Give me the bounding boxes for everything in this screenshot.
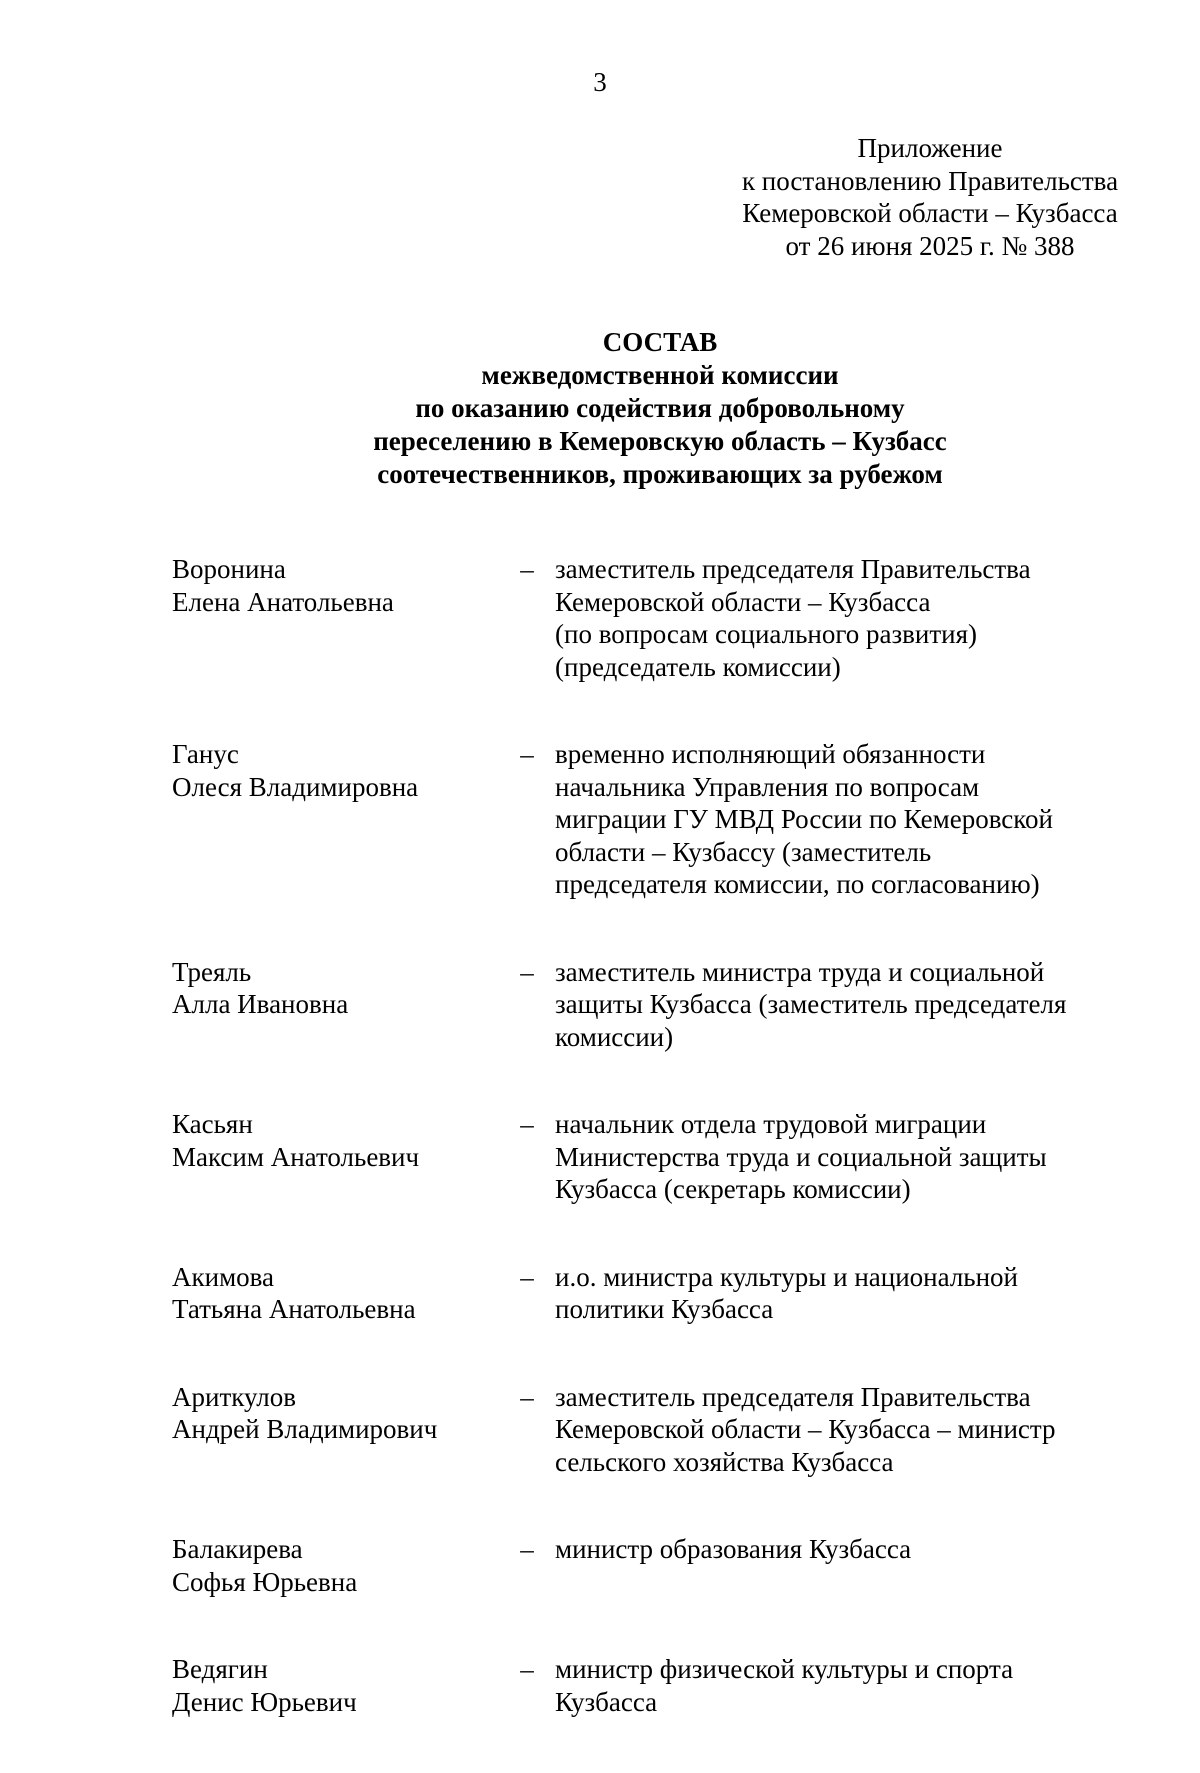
member-surname: Треяль [172,956,252,987]
document-title [260,326,1060,491]
member-role-line: заместитель председателя Правительства [555,554,1031,584]
member-surname: Балакирева [172,1534,303,1564]
member-role-line: Кузбасса (секретарь комиссии) [555,1174,911,1204]
member-role-line: заместитель министра труда и социальной [555,956,1045,987]
member-name [172,553,502,618]
member-name [172,1108,502,1173]
member-role-line: миграции ГУ МВД России по Кемеровской [555,804,1053,834]
member-entry [172,1108,1132,1206]
appendix-line: от 26 июня 2025 г. № 388 [785,230,1075,261]
member-name [172,738,502,803]
appendix-line: Кемеровской области – Кузбасса [742,198,1118,228]
title-line: по оказанию содействия добровольному [415,393,905,423]
member-role-line: комиссии) [555,1021,674,1052]
title-line: переселению в Кемеровскую область – Кузбасс [373,426,947,456]
member-dash: – [520,1654,534,1684]
member-entry [172,956,1132,1054]
member-role [555,1261,1125,1326]
member-dash: – [520,554,534,584]
member-role-line: и.о. министра культуры и национальной [555,1261,1019,1292]
member-surname: Ариткулов [172,1381,297,1412]
member-role-line: защиты Кузбасса (заместитель председателя [555,989,1067,1019]
member-entry [172,1381,1132,1479]
member-role-line: временно исполняющий обязанности [555,739,986,769]
member-surname: Ганус [172,739,239,769]
member-role [555,956,1125,1054]
member-dash: – [520,1261,534,1292]
member-given-names: Олеся Владимировна [172,771,419,802]
member-surname: Касьян [172,1109,253,1139]
member-name [172,1381,502,1446]
member-dash: – [520,739,534,769]
member-role [555,738,1125,901]
appendix-line: Приложение [857,133,1003,163]
title-line: межведомственной комиссии [481,360,839,390]
member-entry [172,1261,1132,1326]
title-line: соотечественников, проживающих за рубежом [377,459,943,489]
member-role-line: Министерства труда и социальной защиты [555,1141,1047,1172]
member-surname: Ведягин [172,1654,268,1684]
member-dash: – [520,1534,534,1564]
member-dash: – [520,1381,534,1412]
member-role-line: министр образования Кузбасса [555,1534,912,1564]
page-number: 3 [593,67,607,97]
member-given-names: Максим Анатольевич [172,1141,420,1172]
member-given-names: Татьяна Анатольевна [172,1294,416,1324]
member-entry [172,738,1132,901]
member-role [555,1653,1125,1718]
appendix-line: к постановлению Правительства [741,165,1119,196]
member-role-line: (председатель комиссии) [555,651,841,682]
member-given-names: Денис Юрьевич [172,1686,357,1717]
member-dash: – [520,1109,534,1139]
member-role-line: Кемеровской области – Кузбасса [555,586,931,617]
member-role-line: начальника Управления по вопросам [555,771,980,802]
member-surname: Воронина [172,554,286,584]
member-role [555,1108,1125,1206]
member-entry [172,553,1132,683]
member-role-line: начальник отдела трудовой миграции [555,1109,987,1139]
member-role-line: политики Кузбасса [555,1294,774,1324]
member-name [172,1261,502,1326]
member-role-line: Кузбасса [555,1686,658,1717]
member-role-line: министр физической культуры и спорта [555,1654,1014,1684]
member-entry [172,1653,1132,1718]
member-given-names: Андрей Владимирович [172,1414,438,1444]
member-role [555,1381,1125,1479]
member-role-line: Кемеровской области – Кузбасса – министр [555,1414,1056,1444]
member-dash: – [520,956,534,987]
title-line: СОСТАВ [602,327,718,357]
members-list [172,553,1132,1773]
member-role [555,553,1125,683]
member-role [555,1533,1125,1566]
member-name [172,1533,502,1598]
member-given-names: Алла Ивановна [172,989,349,1019]
member-role-line: заместитель председателя Правительства [555,1381,1031,1412]
member-given-names: Елена Анатольевна [172,586,394,617]
member-name [172,1653,502,1718]
member-role-line: председателя комиссии, по согласованию) [555,869,1040,899]
member-entry [172,1533,1132,1598]
member-name [172,956,502,1021]
appendix-header [690,132,1170,262]
member-role-line: области – Кузбассу (заместитель [555,836,932,867]
member-role-line: (по вопросам социального развития) [555,619,978,649]
member-role-line: сельского хозяйства Кузбасса [555,1446,894,1477]
member-given-names: Софья Юрьевна [172,1566,358,1597]
member-surname: Акимова [172,1261,275,1292]
